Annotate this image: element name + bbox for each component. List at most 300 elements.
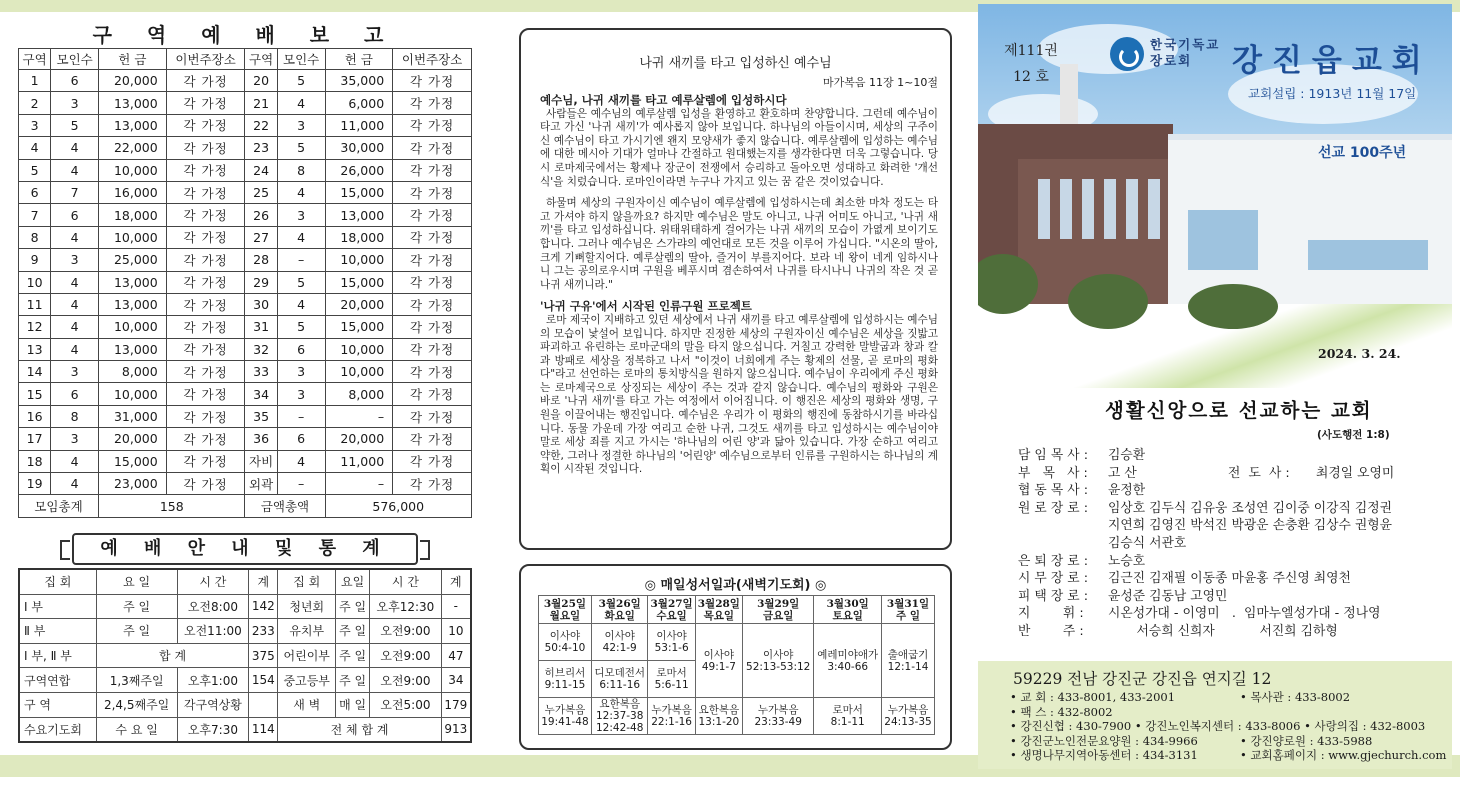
offering-header-cell: 구역 [245,49,277,70]
offering-cell: 각 가정 [166,271,245,293]
worship-cell: Ⅰ 부 [19,594,96,619]
staff-names: 임상호 김두식 김유웅 조성연 김이중 이강직 김정권 [1108,500,1393,516]
offering-header-cell: 이번주장소 [166,49,245,70]
offering-total-cell: 모임총계 [19,495,99,517]
staff-role: 반 주 : [1018,623,1084,639]
offering-cell: 각 가정 [393,249,472,271]
worship-cell: - [441,594,471,619]
bible-reading-cell: 이사야 52:13-53:12 [742,624,813,698]
offering-cell: 각 가정 [166,92,245,114]
bible-reading-row [539,624,935,661]
offering-cell: – [277,473,325,495]
offering-row [19,204,472,226]
bible-weekday: 수요일 [656,609,687,622]
staff-names: 윤성준 김동남 고영민 [1108,588,1228,604]
bible-reading-cell: 예레미야애가 3:40-66 [814,624,882,698]
offering-cell: 22,000 [99,137,167,159]
offering-cell: 13,000 [99,293,167,315]
bible-reading-cell: 요한복음 13:1-20 [695,698,742,735]
church-name: 강진읍교회 [1232,43,1432,79]
worship-cell: 오후12:30 [370,594,442,619]
bible-weekday: 화요일 [604,609,635,622]
offering-cell: 26 [245,204,277,226]
bible-day-header [591,596,648,624]
offering-row [19,338,472,360]
offering-cell: 6 [51,383,99,405]
offering-table [18,48,472,518]
staff-row [1018,605,1448,623]
bible-reading-cell: 누가복음 23:33-49 [742,698,813,735]
staff-names: 최경일 오영미 [1316,465,1395,481]
offering-row [19,114,472,136]
staff-row [1018,517,1448,535]
worship-cell: 114 [249,717,278,742]
offering-cell: 6 [277,428,325,450]
worship-cell: 142 [249,594,278,619]
offering-cell: 각 가정 [166,159,245,181]
offering-report-title: 구 역 예 배 보 고 [92,23,398,47]
offering-cell: 5 [19,159,51,181]
bible-day-header [814,596,882,624]
bible-weekday: 토요일 [832,609,863,622]
offering-total-cell: 158 [99,495,245,517]
offering-cell: 10,000 [325,361,393,383]
offering-cell: 3 [51,249,99,271]
offering-cell: 4 [51,271,99,293]
offering-header-cell: 모인수 [277,49,325,70]
bible-reading-cell: 요한복음 12:37-38 12:42-48 [591,698,648,735]
sermon-reference: 마가복음 11장 1~10절 [823,76,938,89]
worship-cell: 오후1:00 [177,668,249,693]
issue-text: 12 호 [1013,69,1049,85]
offering-cell: 5 [277,316,325,338]
staff-names: 김승식 서관호 [1108,535,1187,551]
offering-cell: 8,000 [99,361,167,383]
offering-cell: 각 가정 [166,383,245,405]
offering-cell: – [325,473,393,495]
staff-row [1018,482,1448,500]
worship-cell: 매 일 [336,692,370,717]
offering-cell: 8 [277,159,325,181]
offering-cell: 각 가정 [393,70,472,92]
offering-cell: 4 [51,316,99,338]
church-slogan: 생활신앙으로 선교하는 교회 [1105,399,1373,422]
worship-cell: 오전5:00 [370,692,442,717]
offering-cell: – [277,405,325,427]
offering-cell: 15,000 [99,450,167,472]
worship-cell: 새 벽 [278,692,336,717]
bible-reading-cell: 이사야 42:1-9 [591,624,648,661]
offering-total-cell: 576,000 [325,495,472,517]
offering-cell: 12 [19,316,51,338]
worship-cell: 주 일 [96,619,177,644]
worship-cell: 합 계 [96,643,249,668]
bible-day-header [882,596,935,624]
offering-cell: 3 [277,383,325,405]
staff-role: 시 무 장 로 : [1018,571,1089,587]
offering-cell: 10,000 [99,316,167,338]
staff-role: 피 택 장 로 : [1018,588,1089,604]
worship-cell: 어린이부 [278,643,336,668]
offering-cell: 각 가정 [166,137,245,159]
offering-cell: 34 [245,383,277,405]
offering-cell: 각 가정 [166,226,245,248]
worship-header-cell: 계 [249,569,278,594]
staff-role [1018,517,1108,535]
sermon-paragraph: 사람들은 예수님의 예루살렘 입성을 환영하고 환호하며 찬양합니다. 그런데 예수님이 타고 가신 '나귀 새끼'가 예사롭지 않아 보입니다. 하나님의 아들이시며, 세상의 구주이신 예수님이 타고 가시기엔 왠지 모양새가 좋지 않습니다. 예루살렘에 입성하는 예수님에 대한 메시아 기대가 얼마나 간절하고 원대했는지를 생각한다면 더욱 그렇습니다. 당시 로마제국에서는 황제나 장군이 전쟁에서 승리하고 돌아오면 성대하고 화려한 '개선식'을 치렀습니다. 로마인이라면 누구나 가지고 있는 꿈 같은 것이었습니다. [540,107,938,188]
contact-row [1010,719,1450,734]
worship-cell: 주 일 [336,643,370,668]
offering-cell: 11 [19,293,51,315]
offering-cell: 13,000 [99,338,167,360]
offering-cell: 15 [19,383,51,405]
offering-cell: 17 [19,428,51,450]
worship-header-cell: 집 회 [278,569,336,594]
offering-cell: 4 [51,159,99,181]
worship-cell: 233 [249,619,278,644]
offering-cell: 자비 [245,450,277,472]
contact-item: • 교회홈페이지 : www.gjechurch.com [1240,748,1447,762]
offering-cell: 4 [277,293,325,315]
worship-row [19,643,471,668]
sermon-paragraph: 하물며 세상의 구원자이신 예수님이 예루살렘에 입성하시는데 최소한 마차 정도는 타고 가셔야 하지 않을까요? 하지만 예수님은 말도 아니고, 나귀 어미도 아니고, '나귀 새끼'를 타고 입성하십니다. 위태위태하게 걸어가는 나귀 새끼의 모습이 가엾게 보이기도 합니다. 그러나 예수님은 스가랴의 예언대로 모든 것을 이루어 가십니다. "시온의 딸아, 크게 기뻐할지어다. 예루살렘의 딸아, 즐거이 부를지어다. 보라 네 왕이 네게 임하시나니 그는 공의로우시며 구원을 베푸시며 겸손하여서 나귀를 타시나니 나귀의 작은 것 곧 나귀 새끼니라." [540,197,938,291]
bible-reading-cell: 누가복음 24:13-35 [882,698,935,735]
contact-item: • 강진양로원 : 433-5988 [1240,733,1373,748]
offering-cell: 10,000 [99,383,167,405]
offering-cell: 각 가정 [166,293,245,315]
offering-cell: 25,000 [99,249,167,271]
offering-row [19,249,472,271]
offering-cell: 15,000 [325,181,393,203]
contact-row [1010,705,1450,720]
hero-sign: 선교 100주년 [1318,145,1407,161]
offering-cell: 각 가정 [393,271,472,293]
offering-cell: 외곽 [245,473,277,495]
offering-cell: 16,000 [99,181,167,203]
bible-reading-row [539,698,935,735]
bible-reading-table [538,595,935,735]
offering-cell: 23,000 [99,473,167,495]
offering-cell: 30 [245,293,277,315]
offering-cell: 3 [277,361,325,383]
worship-header-cell: 집 회 [19,569,96,594]
offering-cell: 각 가정 [166,428,245,450]
worship-header-cell: 요일 [336,569,370,594]
bible-reading-cell: 로마서 5:6-11 [648,661,695,698]
offering-cell: 3 [277,114,325,136]
bible-weekday: 목요일 [703,609,735,622]
worship-cell: 47 [441,643,471,668]
denomination-name: 한국기독교장로회 [1150,37,1221,68]
worship-cell: 375 [249,643,278,668]
offering-cell: 각 가정 [393,92,472,114]
staff-list [1018,447,1448,641]
worship-cell: 10 [441,619,471,644]
offering-row [19,473,472,495]
offering-cell: 각 가정 [393,316,472,338]
staff-row [1018,588,1448,606]
offering-cell: 3 [51,92,99,114]
worship-row [19,594,471,619]
bible-reading-cell: 이사야 49:1-7 [695,624,742,698]
bible-date: 3월27일 [650,597,693,610]
offering-cell: 각 가정 [393,473,472,495]
offering-cell: – [325,405,393,427]
offering-row [19,70,472,92]
offering-cell: 각 가정 [393,226,472,248]
bible-weekday: 월요일 [549,609,581,622]
offering-cell: 10,000 [99,159,167,181]
sermon-heading: '나귀 구유'에서 시작된 인류구원 프로젝트 [540,299,752,314]
offering-cell: 13,000 [325,204,393,226]
offering-header-cell: 구역 [19,49,51,70]
sermon-paragraph: 로마 제국이 지배하고 있던 세상에서 나귀 새끼를 타고 예루살렘에 입성하시는 예수님의 모습이 낯설어 보입니다. 하지만 진정한 세상의 구원자이신 예수님은 세상을 짓밟고 파괴하고 유린하는 로마군대의 말을 타지 않으십니다. 거칠고 강력한 말발굽과 창과 칼과 방패로 세상을 정복하고 나서 "이것이 너희에게 주는 황제의 선물, 곧 로마의 평화다"라고 선언하는 로마의 통치방식을 원하지 않으십니다. 예수님이 우리에게 주신 평화는 로마제국으로 상징되는 세상이 주는 것과 같지 않습니다. 예수님의 평화와 구원은 바로 '나귀 새끼'를 타고 가는 여정에서 이어집니다. 이 행진은 세상의 평화와 생명, 구원을 이끌어내는 행진입니다. 예수님은 우리가 이 평화의 행진에 동참하시기를 바라십니다. 동물 가운데 가장 여리고 순한 나귀, 그것도 새끼를 타고 입성하시는 예수님이야말로 세상 죄를 지고 가시는 '하나님의 어린 양'과 닮아 있습니다. 가장 순하고 여리고 약한, 그러나 정결한 하나님의 '어린양' 예수님으로부터 인류를 구원하시는 하나님의 계획이 시작된 것입니다. [540,313,938,476]
staff-row [1018,623,1448,641]
offering-cell: 각 가정 [393,450,472,472]
bible-header-row [539,596,935,624]
bulletin-date: 2024. 3. 24. [1318,346,1401,361]
offering-cell: 8 [19,226,51,248]
offering-row [19,405,472,427]
bible-reading-cell: 디모데전서 6:11-16 [591,661,648,698]
offering-cell: 5 [277,137,325,159]
offering-cell: 각 가정 [166,249,245,271]
offering-total-cell: 금액총액 [245,495,325,517]
bible-reading-box [519,564,952,750]
bible-date: 3월30일 [826,597,869,610]
offering-row [19,181,472,203]
worship-table [18,568,472,743]
bible-date: 3월31일 [886,597,930,610]
worship-cell: 2,4,5째주일 [96,692,177,717]
offering-cell: 4 [51,137,99,159]
slogan-reference: (사도행전 1:8) [1317,429,1390,441]
offering-cell: 4 [277,181,325,203]
offering-cell: 21 [245,92,277,114]
offering-cell: 25 [245,181,277,203]
offering-row [19,450,472,472]
offering-cell: 각 가정 [166,204,245,226]
offering-cell: 6 [51,204,99,226]
worship-row [19,619,471,644]
offering-cell: 4 [277,226,325,248]
offering-cell: 각 가정 [393,114,472,136]
offering-cell: 각 가정 [393,204,472,226]
staff-role [1018,535,1108,553]
offering-cell: 3 [51,428,99,450]
offering-row [19,92,472,114]
staff-role: 담 임 목 사 : [1018,448,1089,463]
worship-cell: 수 요 일 [96,717,177,742]
offering-cell: 4 [19,137,51,159]
bible-reading-cell: 누가복음 19:41-48 [539,698,592,735]
offering-cell: 각 가정 [393,137,472,159]
offering-cell: 1 [19,70,51,92]
bible-weekday: 금요일 [762,609,794,622]
offering-cell: 각 가정 [393,361,472,383]
staff-row [1018,535,1448,553]
staff-names: 시온성가대 - 이영미 . 임마누엘성가대 - 정나영 [1108,606,1381,622]
bible-day-header [742,596,813,624]
worship-cell: 913 [441,717,471,742]
offering-cell: 각 가정 [166,338,245,360]
offering-row [19,137,472,159]
contact-item: • 강진군노인전문요양원 : 434-9966 [1010,733,1198,748]
offering-cell: 36 [245,428,277,450]
worship-cell: 오전8:00 [177,594,249,619]
sermon-box [519,28,952,550]
offering-cell: 각 가정 [393,428,472,450]
offering-cell: 각 가정 [166,316,245,338]
worship-row [19,717,471,742]
offering-cell: 9 [19,249,51,271]
offering-cell: 4 [277,92,325,114]
staff-names: 윤정한 [1108,483,1146,499]
staff-role: 부 목 사 : [1018,465,1088,481]
offering-cell: 3 [51,361,99,383]
offering-cell: 24 [245,159,277,181]
offering-cell: 10 [19,271,51,293]
contact-item: • 목사관 : 433-8002 [1240,690,1351,704]
offering-cell: 6 [51,70,99,92]
offering-row [19,271,472,293]
bible-reading-cell: 누가복음 22:1-16 [648,698,695,735]
offering-cell: 13,000 [99,92,167,114]
offering-row [19,159,472,181]
offering-cell: 3 [19,114,51,136]
offering-cell: 4 [51,226,99,248]
offering-cell: 10,000 [99,226,167,248]
offering-header-cell: 헌 금 [99,49,167,70]
offering-cell: 각 가정 [393,338,472,360]
offering-cell: – [277,249,325,271]
bible-date: 3월26일 [598,597,641,610]
worship-cell: 주 일 [336,619,370,644]
bible-reading-cell: 이사야 50:4-10 [539,624,592,661]
offering-header-cell: 모인수 [51,49,99,70]
bible-date: 3월25일 [543,597,587,610]
staff-names: 김근진 김재필 이동종 마윤홍 주신영 최영천 [1108,571,1351,587]
offering-cell: 22 [245,114,277,136]
offering-cell: 4 [51,293,99,315]
staff-role: 전 도 사 : [1228,465,1290,481]
worship-header-row [19,569,471,594]
offering-cell: 30,000 [325,137,393,159]
worship-header-cell: 계 [441,569,471,594]
staff-row [1018,553,1448,571]
worship-cell: 179 [441,692,471,717]
staff-role: 지 휘 : [1018,606,1084,622]
offering-cell: 각 가정 [393,405,472,427]
sermon-body [540,94,938,485]
offering-cell: 각 가정 [166,405,245,427]
volume-text: 제111권 [1004,43,1058,59]
offering-cell: 각 가정 [393,181,472,203]
offering-cell: 31 [245,316,277,338]
worship-cell: 주 일 [336,668,370,693]
contact-item: • 팩 스 : 432-8002 [1010,704,1113,719]
worship-cell: 오후7:30 [177,717,249,742]
worship-cell: 오전9:00 [370,643,442,668]
offering-cell: 19 [19,473,51,495]
issue-label [1000,38,1062,90]
worship-cell: 청년회 [278,594,336,619]
bible-date: 3월28일 [697,597,740,610]
worship-cell: 주 일 [336,594,370,619]
offering-cell: 4 [51,473,99,495]
staff-names: 지연희 김영진 박석진 박광운 손충환 김상수 권형윤 [1108,518,1393,534]
offering-row [19,428,472,450]
worship-header-cell: 요 일 [96,569,177,594]
staff-row [1018,500,1448,518]
sermon-title: 나귀 새끼를 타고 입성하신 예수님 [639,56,832,71]
offering-row [19,361,472,383]
offering-cell: 7 [51,181,99,203]
staff-row [1018,447,1448,465]
worship-cell: Ⅰ 부, Ⅱ 부 [19,643,96,668]
staff-names: 김승환 [1108,448,1146,463]
worship-title-wrap [18,533,472,567]
offering-cell: 11,000 [325,114,393,136]
offering-row [19,226,472,248]
offering-cell: 각 가정 [393,383,472,405]
offering-cell: 14 [19,361,51,383]
offering-cell: 3 [277,204,325,226]
offering-cell: 15,000 [325,271,393,293]
bible-date: 3월29일 [757,597,800,610]
offering-cell: 각 가정 [166,70,245,92]
offering-cell: 각 가정 [166,361,245,383]
offering-cell: 13,000 [99,114,167,136]
worship-cell: 유치부 [278,619,336,644]
staff-names: 고 산 [1108,465,1137,481]
offering-cell: 13,000 [99,271,167,293]
staff-role: 원 로 장 로 : [1018,500,1089,516]
bible-reading-title: ◎ 매일성서일과(새벽기도회) ◎ [644,578,827,593]
offering-total-row [19,495,472,517]
worship-cell: 주 일 [96,594,177,619]
contact-row [1010,734,1450,749]
staff-names: 노승호 [1108,553,1146,569]
worship-header-cell: 시 간 [370,569,442,594]
worship-cell: 전 체 합 계 [278,717,441,742]
offering-cell: 15,000 [325,316,393,338]
bible-reading-cell: 출애굽기 12:1-14 [882,624,935,698]
worship-cell: 154 [249,668,278,693]
offering-cell: 31,000 [99,405,167,427]
worship-cell: 1,3째주일 [96,668,177,693]
offering-row [19,316,472,338]
worship-cell: 구 역 [19,692,96,717]
bible-reading-cell: 이사야 53:1-6 [648,624,695,661]
bible-weekday: 주 일 [896,609,920,622]
contact-list [1010,690,1450,763]
offering-cell: 8 [51,405,99,427]
offering-cell: 20 [245,70,277,92]
offering-report-panel [18,22,472,518]
offering-cell: 26,000 [325,159,393,181]
worship-cell [249,692,278,717]
bible-day-header [648,596,695,624]
staff-role: 은 퇴 장 로 : [1018,553,1089,569]
offering-cell: 6,000 [325,92,393,114]
staff-row [1018,465,1448,483]
worship-cell: Ⅱ 부 [19,619,96,644]
offering-cell: 4 [277,450,325,472]
offering-cell: 5 [51,114,99,136]
worship-cell: 중고등부 [278,668,336,693]
offering-cell: 4 [51,450,99,472]
